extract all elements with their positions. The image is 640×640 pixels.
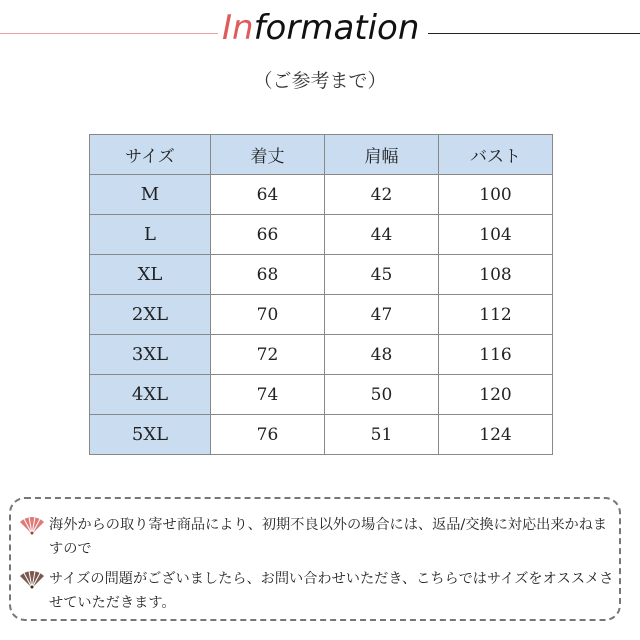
note-text: 海外からの取り寄せ商品により、初期不良以外の場合には、返品/交換に対応出来かねますので: [49, 517, 608, 557]
table-cell: 45: [325, 255, 439, 295]
table-cell-size: 4XL: [90, 375, 211, 415]
table-cell: 68: [211, 255, 325, 295]
table-cell: 47: [325, 295, 439, 335]
size-table: [89, 134, 553, 455]
page-title-accent: In: [222, 8, 254, 48]
column-header-bust: バスト: [439, 135, 553, 175]
table-cell: 51: [325, 415, 439, 455]
column-header-shoulder: 肩幅: [325, 135, 439, 175]
notes-box: [9, 497, 621, 621]
header-rule-left: [0, 33, 218, 34]
table-cell: 48: [325, 335, 439, 375]
table-cell-size: 2XL: [90, 295, 211, 335]
table-cell: 112: [439, 295, 553, 335]
table-cell: 76: [211, 415, 325, 455]
table-cell: 70: [211, 295, 325, 335]
table-row: [90, 215, 553, 255]
table-cell-size: L: [90, 215, 211, 255]
table-cell: 100: [439, 175, 553, 215]
table-row: [90, 295, 553, 335]
table-cell: 108: [439, 255, 553, 295]
table-cell: 116: [439, 335, 553, 375]
table-header-row: [90, 135, 553, 175]
subtitle: （ご参考まで）: [253, 70, 387, 92]
fan-icon: [19, 569, 45, 589]
page-title-rest: formation: [253, 8, 420, 48]
table-cell: 104: [439, 215, 553, 255]
table-cell: 50: [325, 375, 439, 415]
table-cell: 66: [211, 215, 325, 255]
table-row: [90, 175, 553, 215]
column-header-size: サイズ: [90, 135, 211, 175]
header: [0, 0, 640, 70]
table-cell: 72: [211, 335, 325, 375]
note-item: [19, 513, 615, 561]
page-title: [222, 8, 419, 48]
table-row: [90, 415, 553, 455]
note-item: [19, 567, 615, 615]
table-cell-size: 5XL: [90, 415, 211, 455]
table-row: [90, 335, 553, 375]
table-cell: 120: [439, 375, 553, 415]
table-cell: 42: [325, 175, 439, 215]
column-header-length: 着丈: [211, 135, 325, 175]
table-row: [90, 375, 553, 415]
table-cell-size: XL: [90, 255, 211, 295]
table-cell-size: 3XL: [90, 335, 211, 375]
table-cell: 74: [211, 375, 325, 415]
fan-icon: [19, 515, 45, 535]
header-rule-right: [428, 33, 640, 34]
table-row: [90, 255, 553, 295]
note-text: サイズの問題がございましたら、お問い合わせいただき、こちらではサイズをオススメさせていただきます。: [49, 571, 614, 611]
table-cell-size: M: [90, 175, 211, 215]
table-cell: 124: [439, 415, 553, 455]
table-cell: 64: [211, 175, 325, 215]
table-cell: 44: [325, 215, 439, 255]
